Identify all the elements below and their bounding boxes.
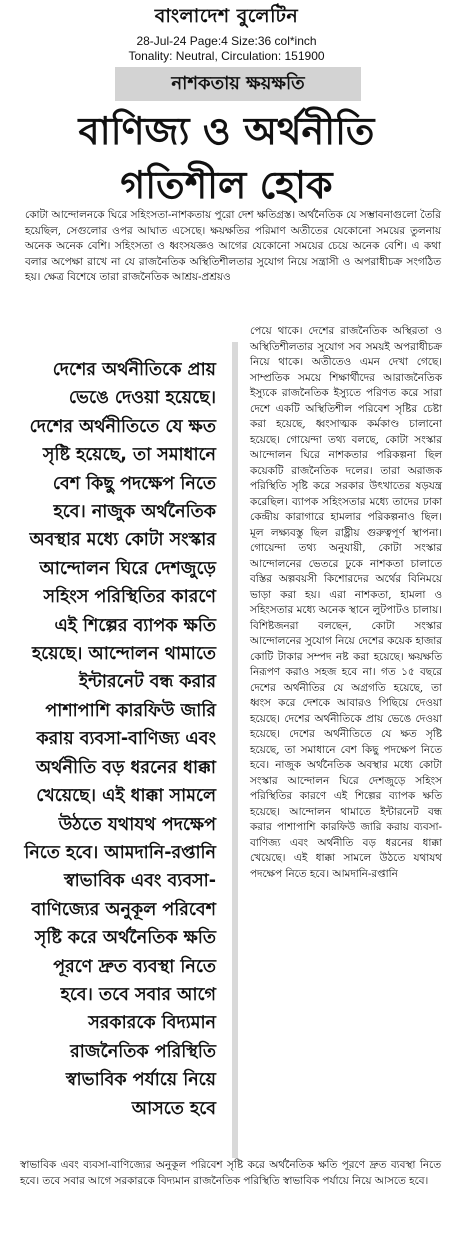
pull-quote: দেশের অর্থনীতিকে প্রায় ভেঙে দেওয়া হয়েছে। দেশের অর্থনীতিতে যে ক্ষত সৃষ্টি হয়েছে, তা সমাধানে বেশ কিছু পদক্ষেপ নিতে হবে। নাজুক অর্থনৈতিক অবস্থার মধ্যে কোটা সংস্কার আন্দোলন ঘিরে দেশজুড়ে সহিংস পরিস্থিতির কারণে এই শিল্পের ব্যাপক ক্ষতি হয়েছে। আন্দোলন থামাতে ইন্টারনেট বন্ধ করার পাশাপাশি কারফিউ জারি করায় ব্যবসা-বাণিজ্য এবং অর্থনীতি বড় ধরনের ধাক্কা খেয়েছে। এই ধাক্কা সামলে উঠতে যথাযথ পদক্ষেপ নিতে হবে। আমদানি-রপ্তানি স্বাভাবিক এবং ব্যবসা-বাণিজ্যের অনুকূল পরিবেশ সৃষ্টি করে অর্থনৈতিক ক্ষতি পূরণে দ্রুত ব্যবস্থা নিতে হবে। তবে সবার আগে সরকারকে বিদ্যমান রাজনৈতিক পরিস্থিতি স্বাভাবিক পর্যায়ে নিয়ে আসতে হবে	[24, 360, 216, 1119]
article-outro: স্বাভাবিক এবং ব্যবসা-বাণিজ্যের অনুকূল পরিবেশ সৃষ্টি করে অর্থনৈতিক ক্ষতি পূরণে দ্রুত ব্যবস্থা নিতে হবে। তবে সবার আগে সরকারকে বিদ্যমান রাজনৈতিক পরিস্থিতি স্বাভাবিক পর্যায়ে নিয়ে আসতে হবে।	[20, 1159, 441, 1187]
article-headline	[0, 104, 453, 212]
masthead	[0, 0, 453, 64]
headline-line-2: গতিশীল হোক	[120, 163, 333, 207]
publication-name: বাংলাদেশ বুলেটিন	[154, 5, 299, 27]
headline-line-1: বাণিজ্য ও অর্থনীতি	[78, 109, 375, 153]
tonality-circulation: Tonality: Neutral, Circulation: 151900	[128, 49, 325, 63]
column-divider	[232, 342, 238, 1158]
article-column: পেয়ে থাকে। দেশের রাজনৈতিক অস্থিরতা ও অস্থিতিশীলতার সুযোগ সব সময়ই অপরাধীচক্র নিয়ে থাকে। অতীতেও এমন দেখা গেছে। সাম্প্রতিক সময়ে শিক্ষার্থীদের আরাজনৈতিক ইস্যুকে রাজনৈতিক ইস্যুতে পরিণত করে সারা দেশে একটি অস্থিতিশীল পরিবেশ সৃষ্টির চেষ্টা করা হয়েছে, ধ্বংসাত্মক কর্মকাণ্ড চালানো হয়েছে। গোয়েন্দা তথ্য বলছে, কোটা সংস্কার আন্দোলন ঘিরে নাশকতার পরিকল্পনা ছিল কয়েকটি রাজনৈতিক দলের। তারা অরাজক পরিস্থিতি সৃষ্টি করে সরকার উৎখাতের ষড়যন্ত্র করেছিল। ব্যাপক সহিংসতার মধ্যে তাদের ঢাকা কেন্দ্রীয় কারাগারে হামলার পরিকল্পনাও ছিল। মূল লক্ষ্যবস্তু ছিল রাষ্ট্রীয় গুরুত্বপূর্ণ স্থাপনা। গোয়েন্দা তথ্য অনুযায়ী, কোটা সংস্কার আন্দোলনের ভেতরে ঢুকে নাশকতা চালাতে বস্তির অল্পবয়সী কিশোরদের অর্থের বিনিময়ে ভাড়া করা হয়। এরা নাশকতা, হামলা ও সহিংসতার মধ্যে অনেক স্থানে লুটপাটও চালায়। বিশিষ্টজনরা বলছেন, কোটা সংস্কার আন্দোলনের সুযোগ নিয়ে দেশের কয়েক হাজার কোটি টাকার সম্পদ নষ্ট করা হয়েছে। ক্ষয়ক্ষতি নিরূপণ করাও সহজ হবে না। গত ১৫ বছরে দেশের অর্থনীতির যে অগ্রগতি হয়েছে, তা ধ্বংস করে দেশকে আবারও পিছিয়ে দেওয়া হয়েছে। দেশের অর্থনীতিকে প্রায় ভেঙে দেওয়া হয়েছে। দেশের অর্থনীতিতে যে ক্ষত সৃষ্টি হয়েছে, তা সমাধানে বেশ কিছু পদক্ষেপ নিতে হবে। নাজুক অর্থনৈতিক অবস্থার মধ্যে কোটা সংস্কার আন্দোলন ঘিরে দেশজুড়ে সহিংস পরিস্থিতির কারণে এই শিল্পের ব্যাপক ক্ষতি হয়েছে। আন্দোলন থামাতে ইন্টারনেট বন্ধ করার পাশাপাশি কারফিউ জারি করায় ব্যবসা-বাণিজ্য এবং অর্থনীতি বড় ধরনের ধাক্কা খেয়েছে। এই ধাক্কা সামলে উঠতে যথাযথ পদক্ষেপ নিতে হবে। আমদানি-রপ্তানি	[250, 325, 442, 880]
article-kicker: নাশকতায় ক্ষয়ক্ষতি	[115, 67, 361, 101]
article-intro: কোটা আন্দোলনকে ঘিরে সহিংসতা-নাশকতায় পুরো দেশ ক্ষতিগ্রস্ত। অর্থনৈতিক যে সম্ভাবনাগুলো তৈরি হয়েছিল, সেগুলোর ওপর আঘাত এসেছে। ক্ষয়ক্ষতির পরিমাণ অতীতের যেকোনো সময়ের তুলনায় অনেক অনেক বেশি। সহিংসতা ও ধ্বংসযজ্ঞও আগের যেকোনো সময়ের চেয়ে অনেক বেশি। এ কথা বলার অপেক্ষা রাখে না যে রাজনৈতিক অস্থিতিশীলতার সুযোগ নিয়ে সন্ত্রাসী ও অপরাধীচক্র সংগঠিত হয়। ক্ষেত্র বিশেষে তারা রাজনৈতিক আশ্রয়-প্রশ্রয়ও	[25, 209, 441, 283]
clip-date-page-size: 28-Jul-24 Page:4 Size:36 col*inch	[136, 34, 317, 48]
